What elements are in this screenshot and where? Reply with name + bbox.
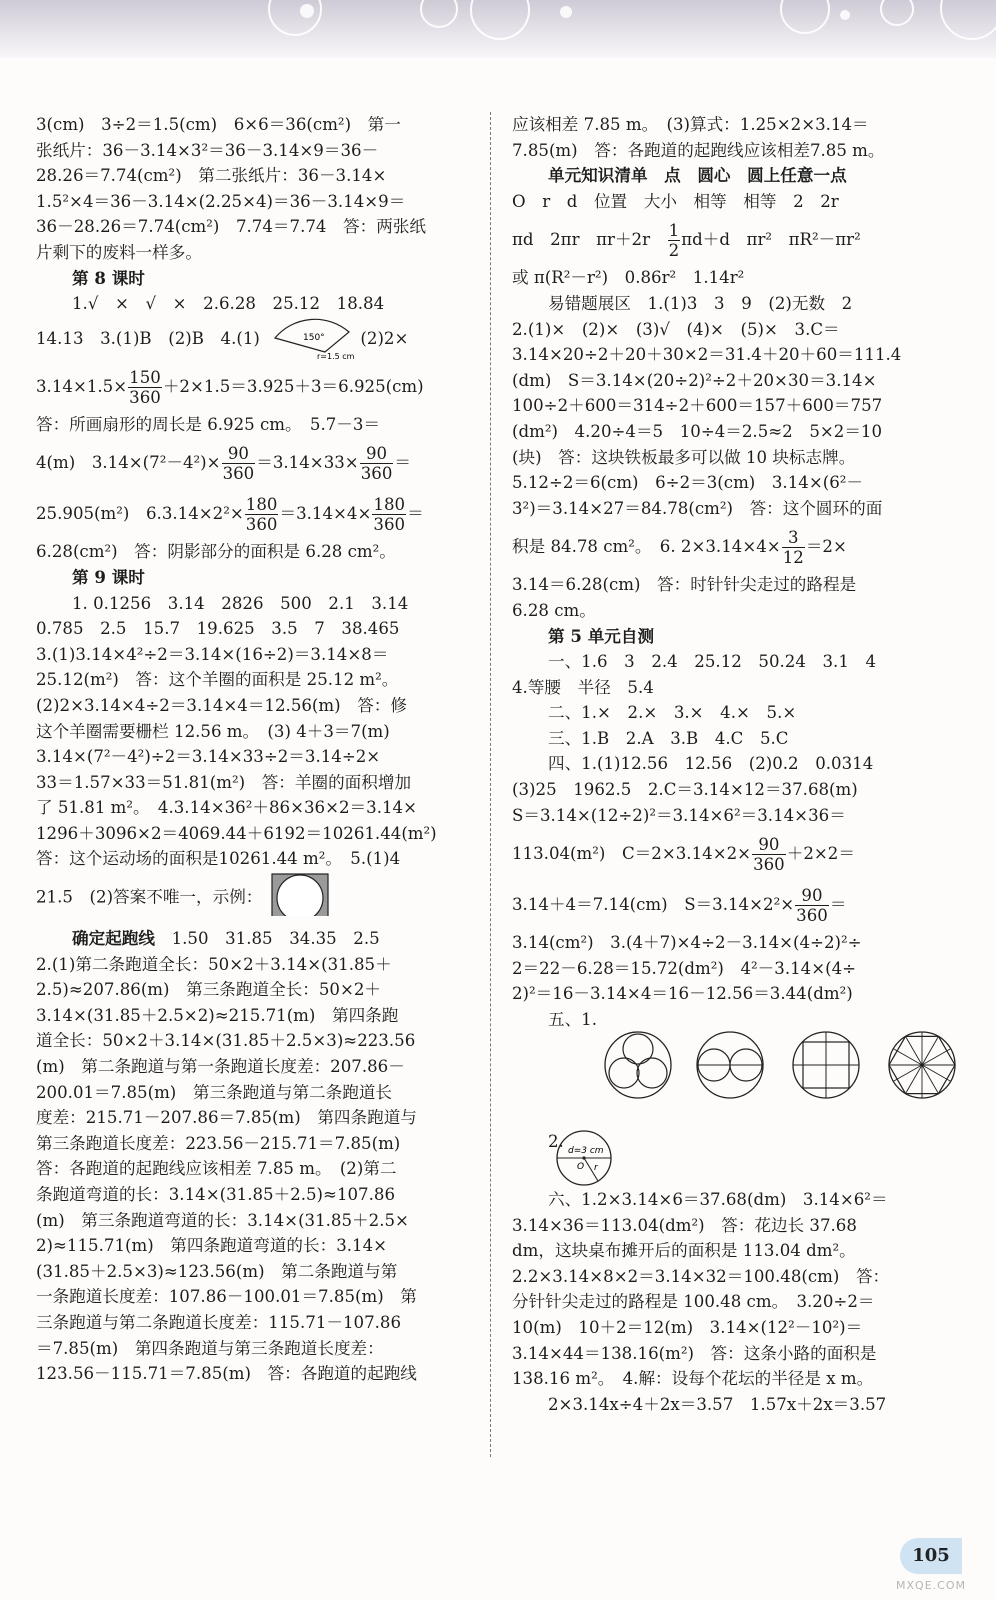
text-segment: ＝ [407, 504, 424, 524]
text-line: 第三条跑道长度差：223.56－215.71＝7.85(m) [36, 1133, 401, 1153]
text-line: 3.14×44＝138.16(m²) 答：这条小路的面积是 [512, 1343, 877, 1363]
circle-diameter-figure [546, 1129, 622, 1187]
text-line: 200.01＝7.85(m) 第三条跑道与第二条跑道长 [36, 1082, 393, 1102]
text-line: ＝7.85(m) 第四条跑道与第三条跑道长度差： [36, 1338, 384, 1358]
fraction-numerator: 90 [752, 835, 786, 855]
text-line: (2)2×3.14×4÷2＝3.14×4＝12.56(m) 答：修 [36, 695, 407, 715]
fraction-numerator: 3 [782, 528, 805, 548]
text-segment: 3.14＋4＝7.14(cm) S＝3.14×2²× [512, 895, 795, 915]
square-circle-figure [268, 872, 330, 916]
right-column [512, 112, 982, 1417]
text-segment: 4(m) 3.14×(7²－4²)× [36, 453, 221, 473]
fraction-numerator: 150 [129, 367, 161, 387]
sector-figure [265, 318, 355, 360]
text-segment: 3.14×1.5× [36, 376, 128, 396]
text-line-with-figure [36, 872, 506, 916]
text-segment: 21.5 (2)答案不唯一，示例： [36, 887, 263, 907]
fraction-denominator: 360 [129, 387, 161, 407]
text-line: 或 π(R²－r²) 0.86r² 1.14r² [512, 268, 745, 288]
text-line: 25.12(m²) 答：这个羊圈的面积是 25.12 m²。 [36, 670, 399, 690]
bubble-decoration [560, 6, 572, 18]
text-line: 四、1.(1)12.56 12.56 (2)0.2 0.0314 [548, 754, 874, 774]
fraction-denominator: 360 [222, 464, 255, 484]
fraction-denominator: 12 [782, 548, 804, 568]
text-line: 答：各跑道的起跑线应该相差 7.85 m。 (2)第二 [36, 1159, 397, 1179]
text-line: 3²)＝3.14×27＝84.78(cm²) 答：这个圆环的面 [512, 498, 883, 518]
text-line: 3.14＝6.28(cm) 答：时针针尖走过的路程是 [512, 575, 857, 595]
text-line: 分针针尖走过的路程是 100.48 cm。 3.20÷2＝ [512, 1292, 875, 1312]
text-segment: ＝3.14×4× [279, 504, 372, 524]
fraction-numerator: 90 [795, 886, 829, 906]
text-line: 2×3.14x÷4＋2x＝3.57 1.57x＋2x＝3.57 [548, 1394, 887, 1414]
text-line: 答：所画扇形的周长是 6.925 cm。 5.7－3＝ [36, 414, 381, 434]
bubble-decoration [940, 0, 996, 40]
text-line: 3.14×(31.85＋2.5×2)≈215.71(m) 第四条跑 [36, 1005, 399, 1025]
text-line-with-fraction [512, 521, 982, 572]
text-line: 36－28.26＝7.74(cm²) 7.74＝7.74 答：两张纸 [36, 217, 427, 237]
text-line: (块) 答：这块铁板最多可以做 10 块标志牌。 [512, 447, 856, 467]
text-line: 2＝22－6.28＝15.72(dm²) 4²－3.14×(4÷ [512, 958, 857, 978]
fraction [795, 886, 829, 925]
text-line: 3.(1)3.14×4²÷2＝3.14×(16÷2)＝3.14×8＝ [36, 644, 389, 664]
section-heading: 第 9 课时 [72, 566, 145, 587]
text-line [36, 926, 506, 952]
fraction-denominator: 360 [753, 855, 785, 875]
text-line: (31.85＋2.5×3)≈123.56(m) 第二条跑道与第 [36, 1261, 398, 1281]
text-line: O r d 位置 大小 相等 相等 2 2r [512, 191, 839, 211]
section-heading: 第 8 课时 [72, 267, 145, 288]
fraction-numerator: 90 [360, 444, 394, 464]
text-line: 1296＋3096×2＝4069.44＋6192＝10261.44(m²) [36, 823, 437, 843]
text-segment: 积是 84.78 cm²。 6. 2×3.14×4× [512, 537, 781, 557]
figure-angle-label: 150° [303, 333, 325, 344]
text-line: 28.26＝7.74(cm²) 第二张纸片：36－3.14× [36, 166, 387, 186]
fraction [360, 444, 394, 483]
text-line: 7.85(m) 答：各跑道的起跑线应该相差7.85 m。 [512, 140, 885, 160]
text-line: (dm²) 4.20÷4＝5 10÷4＝2.5≈2 5×2＝10 [512, 421, 883, 441]
text-line: 6.28(cm²) 答：阴影部分的面积是 6.28 cm²。 [36, 542, 396, 562]
bubble-decoration [268, 0, 322, 36]
text-segment: ＝3.14×33× [256, 453, 359, 473]
text-segment: 14.13 3.(1)B (2)B 4.(1) [36, 328, 260, 348]
text-line: S＝3.14×(12÷2)²＝3.14×6²＝3.14×36＝ [512, 805, 846, 825]
figure-radius-label: r [594, 1163, 598, 1174]
text-line: 3.14×(7²－4²)÷2＝3.14×33÷2＝3.14÷2× [36, 747, 381, 767]
text-line-with-fraction [512, 214, 982, 265]
fraction [752, 835, 786, 874]
text-segment: ＋2×1.5＝3.925＋3＝6.925(cm) [162, 376, 424, 396]
text-line: 3.14×20÷2＋20＋30×2＝31.4＋20＋60＝111.4 [512, 345, 902, 365]
text-segment: ＝ [829, 895, 847, 915]
text-line: 这个羊圈需要栅栏 12.56 m。 (3) 4＋3＝7(m) [36, 721, 390, 741]
text-line: 3(cm) 3÷2＝1.5(cm) 6×6＝36(cm²) 第一 [36, 115, 401, 134]
text-line: 了 51.81 m²。 4.3.14×36²＋86×36×2＝3.14× [36, 798, 418, 818]
fraction-numerator: 1 [668, 221, 680, 241]
fraction-denominator: 360 [373, 515, 406, 535]
text-segment: πd＋d πr² πR²－πr² [681, 230, 861, 250]
page-number: 105 [900, 1538, 962, 1574]
figure-row-circles [512, 1007, 982, 1129]
section-heading: 确定起跑线 [72, 928, 155, 949]
text-line-with-fraction [512, 828, 982, 879]
text-line: 二、1.× 2.× 3.× 4.× 5.× [548, 703, 797, 723]
text-line: 一、1.6 3 2.4 25.12 50.24 3.1 4 [548, 652, 877, 672]
fraction [782, 528, 805, 567]
fraction [372, 495, 406, 534]
text-line: 1.5²×4＝36－3.14×(2.25×4)＝36－3.14×9＝ [36, 191, 406, 211]
text-line: 123.56－115.71＝7.85(m) 答：各跑道的起跑线 [36, 1364, 417, 1384]
text-line: 6.28 cm。 [512, 600, 596, 620]
text-line: 应该相差 7.85 m。 (3)算式：1.25×2×3.14＝ [512, 115, 869, 134]
text-line: 三条跑道与第二条跑道长度差：115.71－107.86 [36, 1312, 402, 1332]
text-line: 3.14×36＝113.04(dm²) 答：花边长 37.68 [512, 1215, 857, 1235]
text-line: 1.√ × √ × 2.6.28 25.12 18.84 [72, 294, 385, 314]
text-segment: (2)2× [360, 328, 409, 348]
fraction-denominator: 360 [360, 464, 393, 484]
text-line: 138.16 m²。 4.解：设每个花坛的半径是 x m。 [512, 1369, 874, 1389]
text-line: 10(m) 10＋2＝12(m) 3.14×(12²－10²)＝ [512, 1318, 863, 1337]
bubble-decoration [880, 0, 914, 26]
text-segment: 113.04(m²) C＝2×3.14×2× [512, 844, 752, 864]
bubble-decoration [780, 0, 830, 34]
text-line: 张纸片：36－3.14×3²＝36－3.14×9＝36－ [36, 140, 379, 160]
figure-row-diameter [512, 1129, 982, 1187]
text-line: 条跑道弯道的长：3.14×(31.85＋2.5)≈107.86 [36, 1185, 396, 1204]
text-line: 2)²＝16－3.14×4＝16－12.56＝3.44(dm²) [512, 984, 853, 1004]
text-line-with-fraction [36, 437, 506, 488]
circle-square-figure [790, 1029, 862, 1101]
text-line: 2.(1)× (2)× (3)√ (4)× (5)× 3.C＝ [512, 319, 840, 339]
fraction-numerator: 180 [373, 495, 406, 515]
text-line: 2.5)≈207.86(m) 第三条跑道全长：50×2＋ [36, 980, 382, 1000]
text-line: 2.2×3.14×8×2＝3.14×32＝100.48(cm) 答： [512, 1266, 890, 1286]
text-line: 100÷2＋600＝314÷2＋600＝157＋600＝757 [512, 396, 883, 416]
text-line: 1. 0.1256 3.14 2826 500 2.1 3.14 [72, 593, 409, 613]
text-line-with-figure [36, 317, 506, 361]
fraction-denominator: 360 [796, 906, 828, 926]
figure-radius-label: r=1.5 cm [317, 352, 355, 361]
figure-diameter-label: d=3 cm [568, 1146, 604, 1157]
fraction-numerator: 90 [222, 444, 256, 464]
bubble-decoration [300, 4, 314, 18]
section-heading: 第 5 单元自测 [548, 625, 655, 646]
text-line: 5.12÷2＝6(cm) 6÷2＝3(cm) 3.14×(6²－ [512, 473, 863, 493]
text-line: 一条跑道长度差：107.86－100.01＝7.85(m) 第 [36, 1287, 417, 1307]
two-circles-figure [694, 1029, 766, 1101]
text-line: 度差：215.71－207.86＝7.85(m) 第四条跑道与 [36, 1108, 417, 1128]
bubble-decoration [420, 0, 458, 28]
text-line: 2)≈115.71(m) 第四条跑道弯道的长：3.14× [36, 1236, 388, 1256]
text-line-with-fraction [512, 879, 982, 930]
text-line: 0.785 2.5 15.7 19.625 3.5 7 38.465 [36, 619, 400, 639]
text-segment: ＝ [394, 453, 411, 473]
text-line: (m) 第三条跑道弯道的长：3.14×(31.85＋2.5× [36, 1210, 409, 1230]
text-line: 4.等腰 半径 5.4 [512, 677, 654, 697]
text-line: 2.(1)第二条跑道全长：50×2＋3.14×(31.85＋ [36, 954, 392, 974]
fraction [245, 495, 279, 534]
text-line: 33＝1.57×33＝51.81(m²) 答：羊圈的面积增加 [36, 772, 412, 792]
text-line: 3.14(cm²) 3.(4＋7)×4÷2－3.14×(4÷2)²÷ [512, 933, 862, 953]
text-segment: πd 2πr πr＋2r [512, 230, 667, 250]
question-number: 五、1. [548, 1010, 598, 1030]
section-heading: 单元知识清单 点 圆心 圆上任意一点 [548, 165, 847, 186]
question-number: 2. [548, 1132, 564, 1152]
three-circles-figure [602, 1029, 674, 1101]
text-segment: 1.50 31.85 34.35 2.5 [171, 929, 380, 949]
text-line: 三、1.B 2.A 3.B 4.C 5.C [548, 728, 789, 748]
text-line: 道全长：50×2＋3.14×(31.85＋2.5×3)≈223.56 [36, 1031, 416, 1051]
text-line: (m) 第二条跑道与第一条跑道长度差：207.86－ [36, 1057, 405, 1077]
left-column [36, 112, 506, 1387]
text-line: (3)25 1962.5 2.C＝3.14×12＝37.68(m) [512, 780, 858, 800]
bubble-decoration [470, 0, 530, 40]
figure-center-label: O [577, 1162, 585, 1173]
fraction [128, 368, 162, 407]
bubble-decoration [840, 10, 850, 20]
text-line: 六、1.2×3.14×6＝37.68(dm) 3.14×6²＝ [548, 1190, 888, 1210]
text-segment: 25.905(m²) 6.3.14×2²× [36, 504, 244, 524]
text-line: 易错题展区 1.(1)3 3 9 (2)无数 2 [548, 293, 853, 313]
fraction [668, 221, 681, 260]
text-segment: ＝2× [805, 537, 847, 557]
text-segment: ＋2×2＝ [786, 844, 855, 864]
circle-hexagon-figure [882, 1025, 962, 1105]
text-line: (dm) S＝3.14×(20÷2)²÷2＋20×30＝3.14× [512, 370, 877, 390]
fraction-numerator: 180 [245, 495, 278, 515]
watermark: MXQE.COM [896, 1579, 966, 1592]
text-line-with-fraction [36, 361, 506, 412]
top-banner [0, 0, 996, 58]
text-line-with-fraction [36, 488, 506, 539]
text-line: dm，这块桌布摊开后的面积是 113.04 dm²。 [512, 1241, 856, 1261]
fraction [222, 444, 256, 483]
text-line: 片剩下的废料一样多。 [36, 242, 202, 262]
text-line: 答：这个运动场的面积是10261.44 m²。 5.(1)4 [36, 849, 401, 869]
fraction-denominator: 2 [668, 241, 680, 261]
fraction-denominator: 360 [245, 515, 278, 535]
